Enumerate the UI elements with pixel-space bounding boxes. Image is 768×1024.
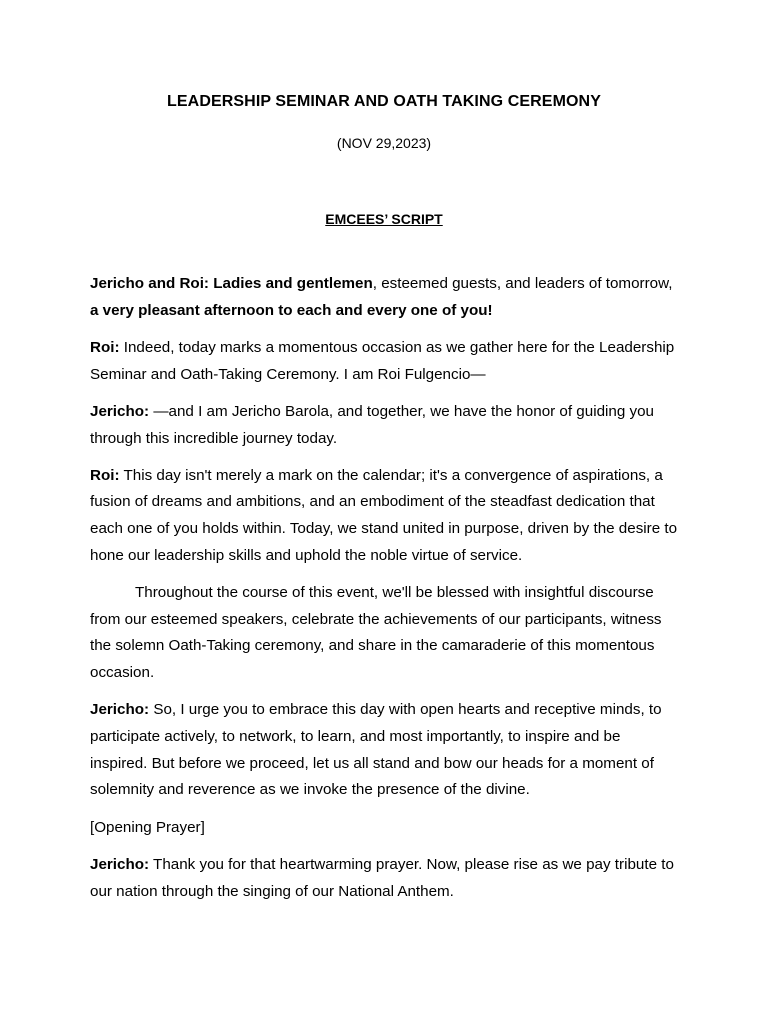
script-paragraph: [90, 399, 682, 452]
speaker-label: Jericho:: [90, 701, 150, 719]
emphasis-text: Ladies and gentlemen: [213, 275, 373, 292]
paragraph-text: Indeed, today marks a momentous occasion as we gather here for the Leadership Seminar and Oath-Taking Ceremony. I am Roi Fulgencio—: [90, 338, 675, 383]
document-title: LEADERSHIP SEMINAR AND OATH TAKING CEREMONY: [167, 93, 601, 110]
paragraph-text: [Opening Prayer]: [90, 818, 205, 836]
paragraph-text: —and I am Jericho Barola, and together, we have the honor of guiding you through this incredible journey today.: [90, 402, 654, 447]
script-paragraph: [90, 580, 682, 687]
script-body: [90, 271, 682, 916]
emphasis-text: a very pleasant afternoon to each and every one of you!: [90, 301, 493, 319]
script-paragraph: [90, 271, 682, 324]
paragraph-text: Throughout the course of this event, we'll be blessed with insightful discourse from our esteemed speakers, celebrate the achievements of our participants, witness the solemn Oath-Taking ceremony, and share in the camaraderie of this momentous occasion.: [90, 584, 662, 682]
speaker-label: Roi:: [90, 338, 120, 356]
speaker-label: Jericho:: [90, 402, 150, 420]
speaker-label: Roi:: [90, 466, 120, 484]
script-subtitle-text: EMCEES’ SCRIPT: [325, 211, 443, 227]
paragraph-text: So, I urge you to embrace this day with open hearts and receptive minds, to participate actively, to network, to learn, and most importantly, to inspire and be inspired. But before we proceed, let us all stand and bow our heads for a moment of solemnity and reverence as we invoke the presence of the divine.: [90, 701, 662, 799]
speaker-label: Jericho:: [90, 855, 150, 873]
speaker-label: Jericho and Roi:: [90, 275, 209, 292]
script-paragraph: [90, 697, 682, 804]
document-date: (NOV 29,2023): [336, 135, 432, 151]
paragraph-text: , esteemed guests, and leaders of tomorrow,: [372, 275, 673, 292]
paragraph-text: This day isn't merely a mark on the calendar; it's a convergence of aspirations, a fusion of dreams and ambitions, and an embodiment of the steadfast dedication that each one of you holds within. Today, we stand united in purpose, driven by the desire to hone our leadership skills and uphold the noble virtue of service.: [90, 466, 678, 564]
paragraph-text: Thank you for that heartwarming prayer. Now, please rise as we pay tribute to our nation through the singing of our National Anthem.: [90, 855, 674, 900]
stage-direction: [90, 815, 682, 842]
script-subtitle: [0, 211, 768, 227]
script-paragraph: [90, 463, 682, 570]
script-paragraph: [90, 335, 682, 388]
script-paragraph: [90, 852, 682, 905]
